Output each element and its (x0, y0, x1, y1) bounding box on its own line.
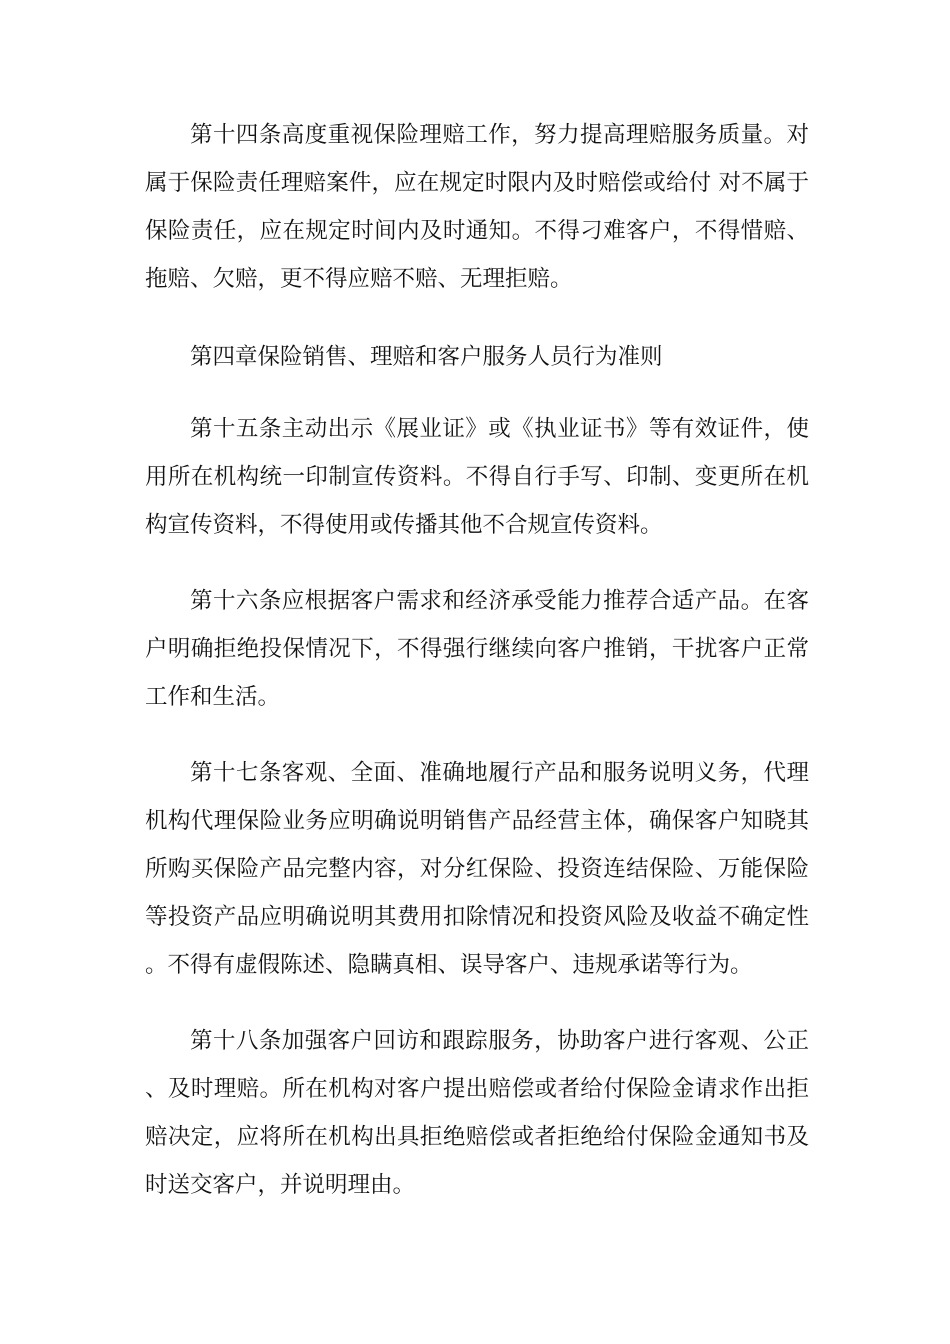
article-17-paragraph: 第十七条客观、全面、准确地履行产品和服务说明义务，代理机构代理保险业务应明确说明销售产品经营主体，确保客户知晓其所购买保险产品完整内容，对分红保险、投资连结保险、万能保险等投资产品应明确说明其费用扣除情况和投资风险及收益不确定性。不得有虚假陈述、隐瞒真相、误导客户、违规承诺等行为。 (145, 760, 809, 978)
chapter-4-heading: 第四章保险销售、理赔和客户服务人员行为准则 (190, 344, 663, 370)
article-14-paragraph: 第十四条高度重视保险理赔工作，努力提高理赔服务质量。对属于保险责任理赔案件，应在规定时限内及时赔偿或给付 对不属于保险责任，应在规定时间内及时通知。不得刁难客户，不得惜赔、拖赔、欠赔，更不得应赔不赔、无理拒赔。 (145, 122, 809, 292)
article-15-paragraph: 第十五条主动出示《展业证》或《执业证书》等有效证件，使用所在机构统一印制宣传资料。不得自行手写、印制、变更所在机构宣传资料，不得使用或传播其他不合规宣传资料。 (145, 416, 809, 538)
article-16-paragraph: 第十六条应根据客户需求和经济承受能力推荐合适产品。在客户明确拒绝投保情况下，不得强行继续向客户推销，干扰客户正常工作和生活。 (145, 588, 809, 710)
article-18-paragraph: 第十八条加强客户回访和跟踪服务，协助客户进行客观、公正、及时理赔。所在机构对客户提出赔偿或者给付保险金请求作出拒赔决定，应将所在机构出具拒绝赔偿或者拒绝给付保险金通知书及时送交客户，并说明理由。 (145, 1028, 809, 1198)
